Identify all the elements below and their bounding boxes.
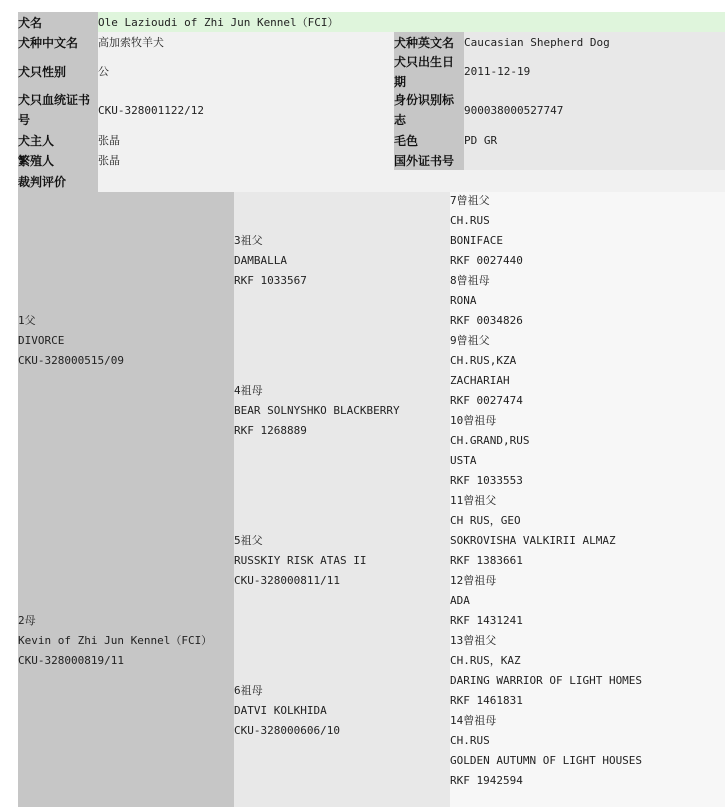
ggp-7-line1: CH.RUS — [450, 214, 490, 227]
dob-label — [394, 52, 464, 90]
parent-dam-title: 2母 — [18, 614, 36, 627]
pedigree-grandparents-column — [234, 192, 450, 807]
ggp-7-title: 7曾祖父 — [450, 194, 490, 207]
grandparent-4-title: 4祖母 — [234, 384, 263, 397]
dog-name-value: Ole Lazioudi of Zhi Jun Kennel（FCI） — [98, 12, 725, 32]
ggp-8-title: 8曾祖母 — [450, 274, 490, 287]
ggp-12-title: 12曾祖母 — [450, 574, 497, 587]
id-value: 900038000527747 — [464, 90, 725, 130]
grandparent-6-name: DATVI KOLKHIDA — [234, 704, 327, 717]
breed-en-label: 犬种英文名 — [394, 32, 464, 52]
breed-cn-label: 犬种中文名 — [18, 32, 98, 52]
sex-value: 公 — [98, 52, 394, 90]
dob-label-line2: 期 — [394, 75, 407, 89]
grandparent-5-title: 5祖父 — [234, 534, 263, 547]
parent-dam-reg: CKU-328000819/11 — [18, 654, 124, 667]
ggp-11-line3: RKF 1383661 — [450, 554, 523, 567]
foreign-cert-value — [464, 150, 725, 170]
breeder-row — [18, 150, 725, 170]
parent-sire-reg: CKU-328000515/09 — [18, 354, 124, 367]
ggp-9-title: 9曾祖父 — [450, 334, 490, 347]
pedigree-cert-label — [18, 90, 98, 130]
grandparent-5-reg: CKU-328000811/11 — [234, 574, 340, 587]
grandparent-6-title: 6祖母 — [234, 684, 263, 697]
dob-value: 2011-12-19 — [464, 52, 725, 90]
ggp-12-line2: RKF 1431241 — [450, 614, 523, 627]
color-value: PD GR — [464, 130, 725, 150]
judge-label: 裁判评价 — [18, 170, 98, 192]
dob-label-line1: 犬只出生日 — [394, 55, 455, 69]
id-label-line2: 志 — [394, 113, 407, 127]
ggp-8-line2: RKF 0034826 — [450, 314, 523, 327]
pedigree-label-line2: 号 — [18, 113, 31, 127]
ggp-14-line3: RKF 1942594 — [450, 774, 523, 787]
ggp-14-line1: CH.RUS — [450, 734, 490, 747]
dog-name-label: 犬名 — [18, 12, 98, 32]
ggp-13-line3: RKF 1461831 — [450, 694, 523, 707]
grandparent-3-reg: RKF 1033567 — [234, 274, 307, 287]
id-label-line1: 身份识别标 — [394, 93, 455, 107]
ggp-11-title: 11曾祖父 — [450, 494, 497, 507]
ggp-11-line2: SOKROVISHA VALKIRII ALMAZ — [450, 534, 616, 547]
ggp-13-line2: DARING WARRIOR OF LIGHT HOMES — [450, 674, 643, 687]
pedigree-great-grandparents-column — [450, 192, 725, 807]
foreign-cert-label: 国外证书号 — [394, 150, 464, 170]
breed-en-value: Caucasian Shepherd Dog — [464, 32, 725, 52]
ggp-10-line3: RKF 1033553 — [450, 474, 523, 487]
ggp-10-title: 10曾祖母 — [450, 414, 497, 427]
ggp-8-line1: RONA — [450, 294, 477, 307]
ggp-9-line1: CH.RUS,KZA — [450, 354, 517, 367]
grandparent-4-name: BEAR SOLNYSHKO BLACKBERRY — [234, 404, 400, 417]
owner-color-row — [18, 130, 725, 150]
ggp-13-line1: CH.RUS，KAZ — [450, 654, 521, 667]
ggp-7-line3: RKF 0027440 — [450, 254, 523, 267]
sex-dob-row — [18, 52, 725, 90]
grandparent-5-name: RUSSKIY RISK ATAS II — [234, 554, 367, 567]
ggp-9-line2: ZACHARIAH — [450, 374, 510, 387]
parent-dam-name: Kevin of Zhi Jun Kennel（FCI） — [18, 634, 213, 647]
judge-value — [98, 170, 725, 192]
judge-row — [18, 170, 725, 192]
ggp-11-line1: CH RUS，GEO — [450, 514, 521, 527]
grandparent-3-title: 3祖父 — [234, 234, 263, 247]
id-label — [394, 90, 464, 130]
dog-name-row — [18, 12, 725, 32]
pedigree-cert-value: CKU-328001122/12 — [98, 90, 394, 130]
pedigree-label-line1: 犬只血统证书 — [18, 93, 91, 107]
parent-sire-name: DIVORCE — [18, 334, 65, 347]
ggp-10-line2: USTA — [450, 454, 477, 467]
pedigree-parents-column — [18, 192, 234, 807]
owner-label: 犬主人 — [18, 130, 98, 150]
ggp-10-line1: CH.GRAND,RUS — [450, 434, 530, 447]
ggp-9-line3: RKF 0027474 — [450, 394, 523, 407]
ggp-12-line1: ADA — [450, 594, 470, 607]
ggp-13-title: 13曾祖父 — [450, 634, 497, 647]
ggp-7-line2: BONIFACE — [450, 234, 503, 247]
grandparent-6-reg: CKU-328000606/10 — [234, 724, 340, 737]
grandparent-4-reg: RKF 1268889 — [234, 424, 307, 437]
parent-sire-title: 1父 — [18, 314, 36, 327]
sex-label: 犬只性别 — [18, 52, 98, 90]
breed-row — [18, 32, 725, 52]
breed-cn-value: 高加索牧羊犬 — [98, 32, 394, 52]
pedigree-id-row — [18, 90, 725, 130]
breeder-label: 繁殖人 — [18, 150, 98, 170]
color-label: 毛色 — [394, 130, 464, 150]
breeder-value: 张晶 — [98, 150, 394, 170]
grandparent-3-name: DAMBALLA — [234, 254, 287, 267]
ggp-14-title: 14曾祖母 — [450, 714, 497, 727]
ggp-14-line2: GOLDEN AUTUMN OF LIGHT HOUSES — [450, 754, 643, 767]
owner-value: 张晶 — [98, 130, 394, 150]
